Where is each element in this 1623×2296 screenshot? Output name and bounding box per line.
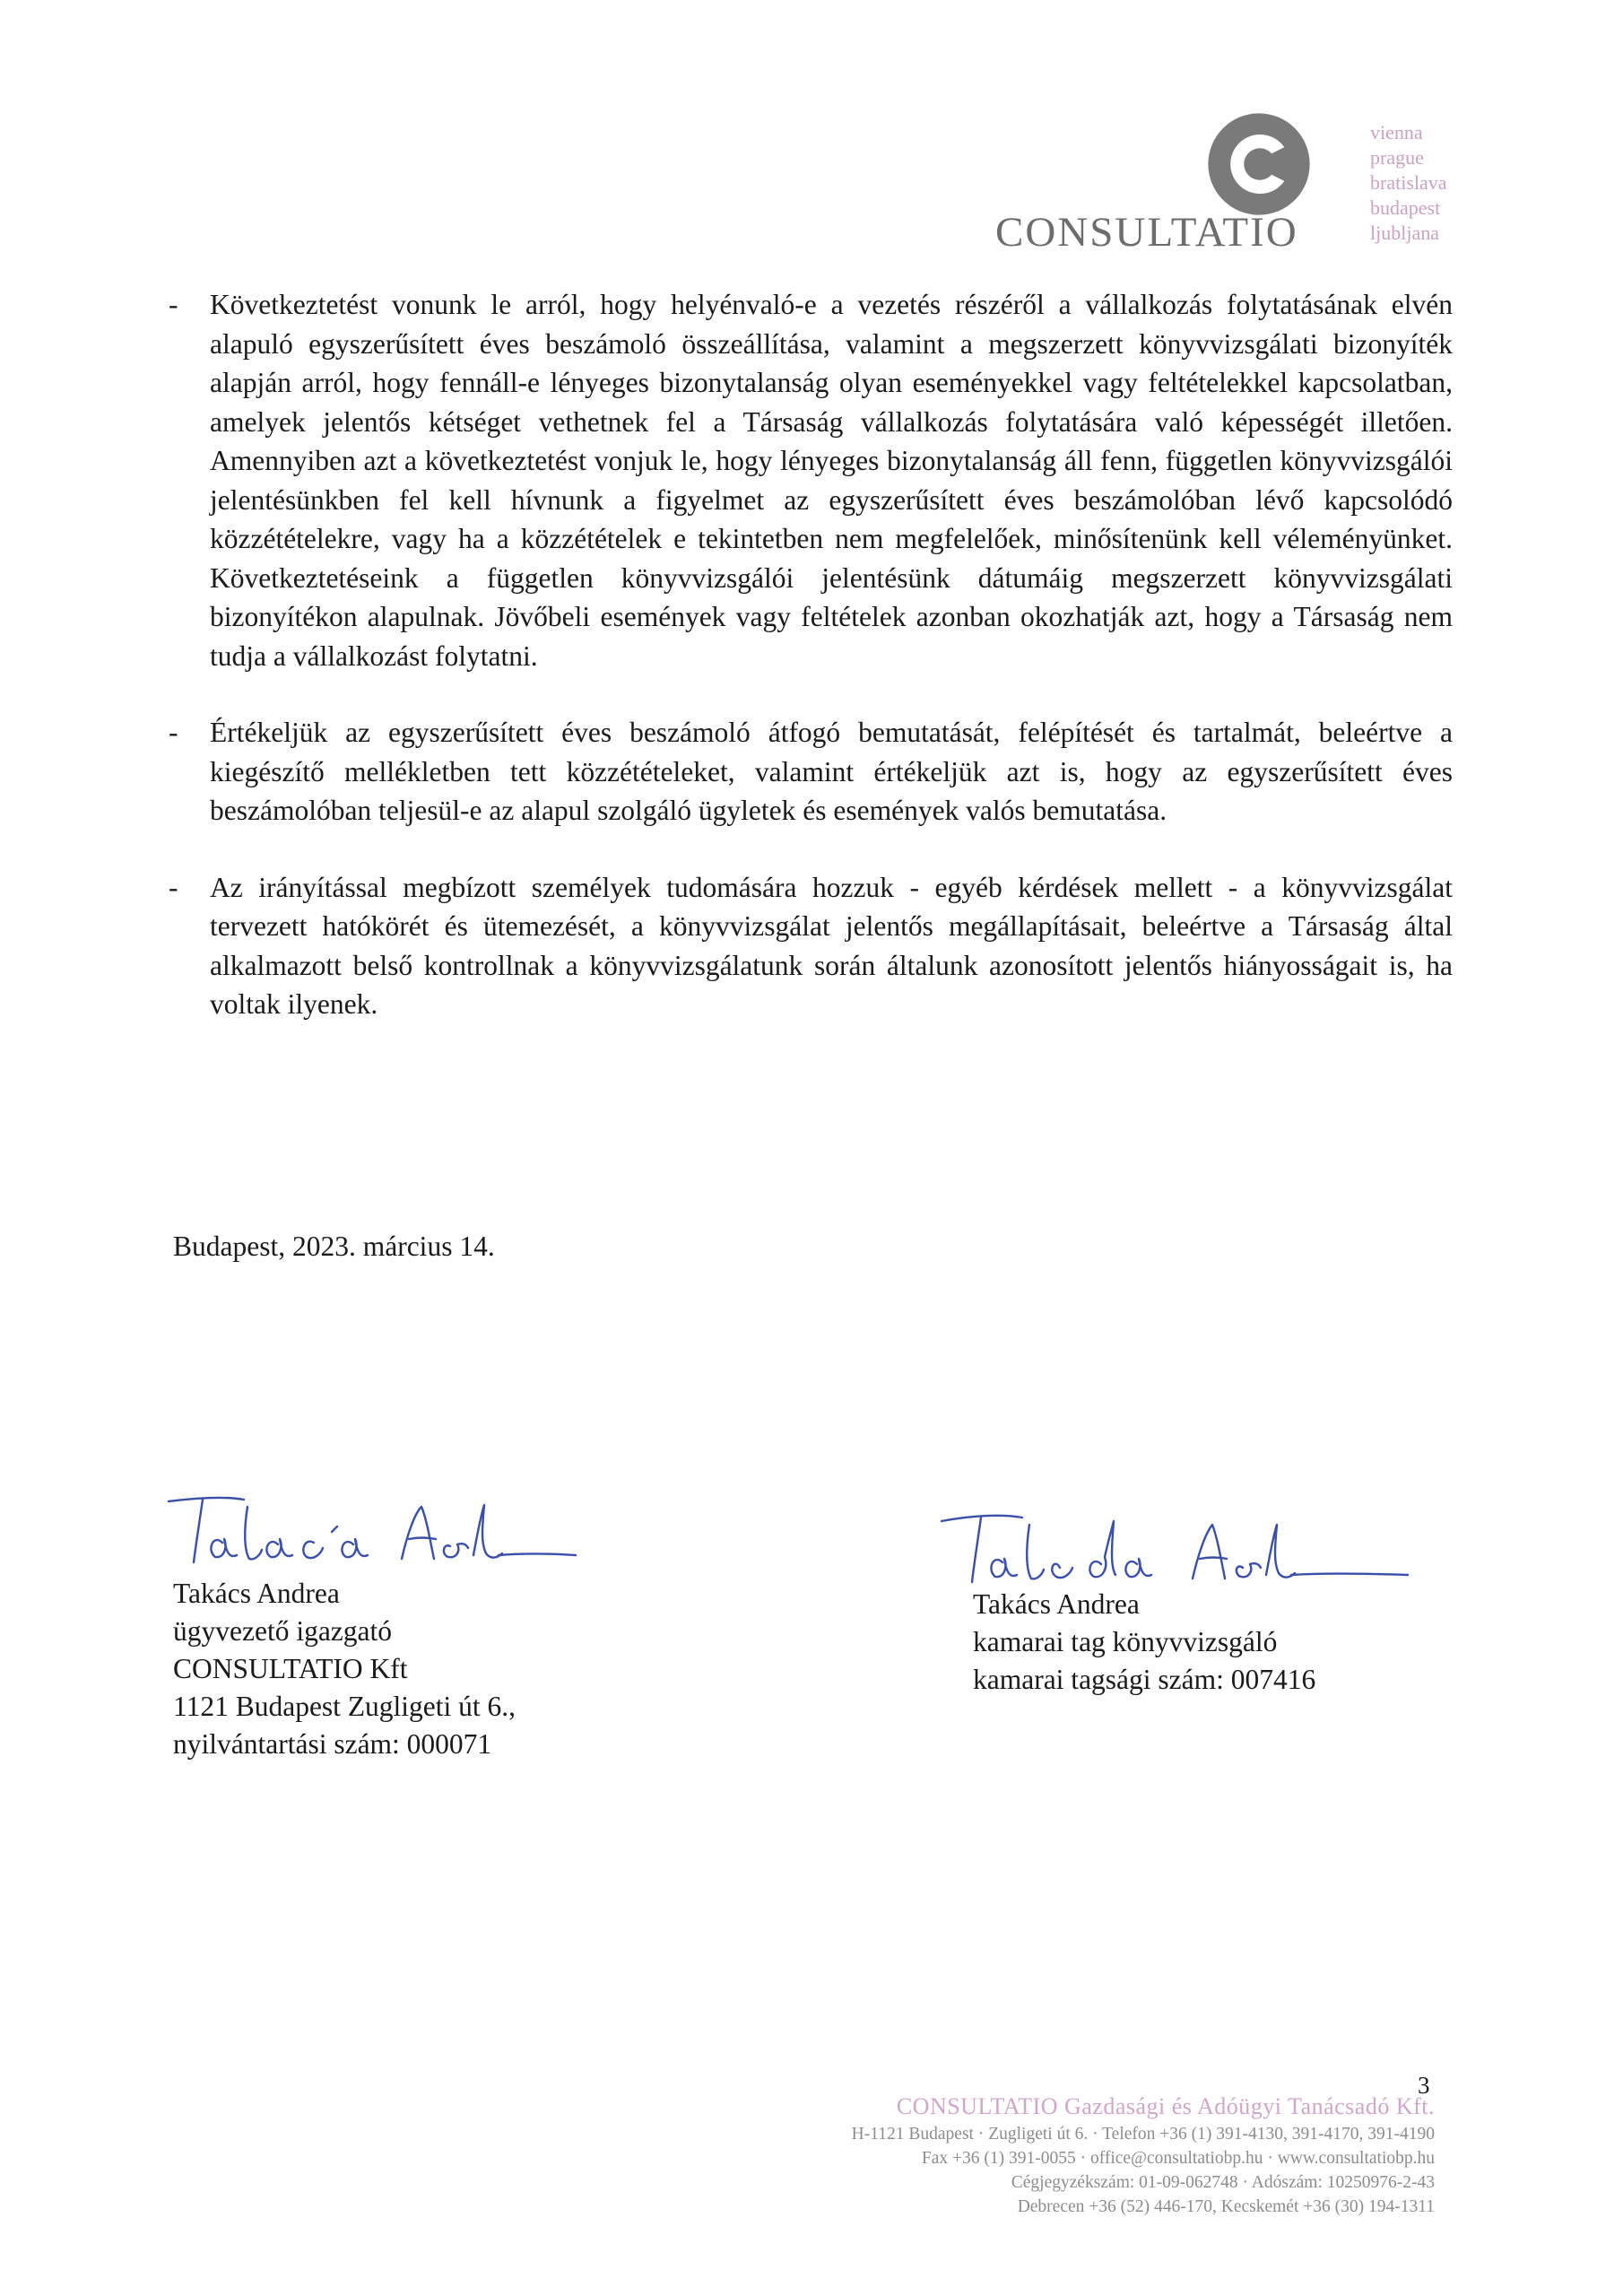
bullet-text: Értékeljük az egyszerűsített éves beszámoló átfogó bemutatását, felépítését és tartalmát, beleértve a kiegészítő mellékletben tett közzétételeket, valamint értékeljük azt is, hogy az egyszerűsített éves beszámolóban teljesül-e az alapul szolgáló ügyletek és események valós bemutatása.	[210, 717, 1453, 826]
city-label: bratislava	[1370, 171, 1447, 194]
bullet-paragraph	[169, 868, 1453, 1024]
signer-title: ügyvezető igazgató	[173, 1615, 393, 1647]
footer-branches-line: Debrecen +36 (52) 446-170, Kecskemét +36 (30) 194-1311	[1017, 2197, 1435, 2216]
city-label: prague	[1370, 146, 1424, 169]
signer-registration: nyilvántartási szám: 000071	[173, 1728, 492, 1760]
bullet-dash: -	[169, 871, 178, 903]
city-label: vienna	[1370, 121, 1423, 144]
footer-address-line: H-1121 Budapest · Zugligeti út 6. · Telefon +36 (1) 391-4130, 391-4170, 391-4190	[851, 2125, 1435, 2144]
report-body	[169, 285, 1453, 1062]
bullet-paragraph	[169, 285, 1453, 675]
signer-block-right	[973, 1586, 1315, 1699]
footer-company-name: CONSULTATIO Gazdasági és Adóügyi Tanácsadó Kft.	[896, 2093, 1435, 2119]
signer-name: Takács Andrea	[973, 1588, 1140, 1620]
signer-title: kamarai tag könyvvizsgáló	[973, 1626, 1278, 1657]
place-and-date: Budapest, 2023. március 14.	[173, 1231, 495, 1262]
bullet-dash: -	[169, 717, 178, 748]
company-footer	[681, 2092, 1435, 2219]
handwritten-signature-right	[933, 1496, 1417, 1595]
bullet-paragraph	[169, 713, 1453, 831]
signer-address: 1121 Budapest Zugligeti út 6.,	[173, 1691, 516, 1722]
handwritten-signature-left	[161, 1480, 583, 1578]
city-label: budapest	[1370, 196, 1441, 219]
bullet-dash: -	[169, 289, 178, 320]
signer-membership-number: kamarai tagsági szám: 007416	[973, 1664, 1316, 1695]
bullet-text: Az irányítással megbízott személyek tudomására hozzuk - egyéb kérdések mellett - a könyvvizsgálat tervezett hatókörét és ütemezését, a könyvvizsgálat jelentős megállapításait, beleértve a Társaság által alkalmazott belső kontrollnak a könyvvizsgálatunk során általunk azonosított jelentős hiányosságait is, ha voltak ilyenek.	[210, 871, 1453, 1020]
office-cities-list	[1370, 120, 1447, 246]
footer-registry-line: Cégjegyzékszám: 01-09-062748 · Adószám: 10250976-2-43	[1011, 2173, 1435, 2192]
logo-wordmark: CONSULTATIO	[995, 209, 1298, 256]
footer-contact-line: Fax +36 (1) 391-0055 · office@consultatiobp.hu · www.consultatiobp.hu	[921, 2149, 1435, 2168]
signer-company: CONSULTATIO Kft	[173, 1653, 408, 1684]
page-number: 3	[1418, 2072, 1430, 2099]
city-label: ljubljana	[1370, 222, 1439, 244]
bullet-text: Következtetést vonunk le arról, hogy helyénvaló-e a vezetés részéről a vállalkozás folytatásának elvén alapuló egyszerűsített éves beszámoló összeállítása, valamint a megszerzett könyvvizsgálati bizonyíték alapján arról, hogy fennáll-e lényeges bizonytalanság olyan eseményekkel vagy feltételekkel kapcsolatban, amelyek jelentős kétséget vethetnek fel a Társaság vállalkozás folytatására való képességét illetően. Amennyiben azt a következtetést vonjuk le, hogy lényeges bizonytalanság áll fenn, független könyvvizsgálói jelentésünkben fel kell hívnunk a figyelmet az egyszerűsített éves beszámolóban lévő kapcsolódó közzétételekre, vagy ha a közzétételek e tekintetben nem megfelelőek, minősítenünk kell véleményünket. Következtetéseink a független könyvvizsgálói jelentésünk dátumáig megszerzett könyvvizsgálati bizonyítékon alapulnak. Jövőbeli események vagy feltételek azonban okozhatják azt, hogy a Társaság nem tudja a vállalkozást folytatni.	[210, 289, 1453, 672]
signer-block-left	[173, 1575, 516, 1763]
signer-name: Takács Andrea	[173, 1578, 340, 1609]
consultatio-logo-icon	[1206, 111, 1312, 217]
